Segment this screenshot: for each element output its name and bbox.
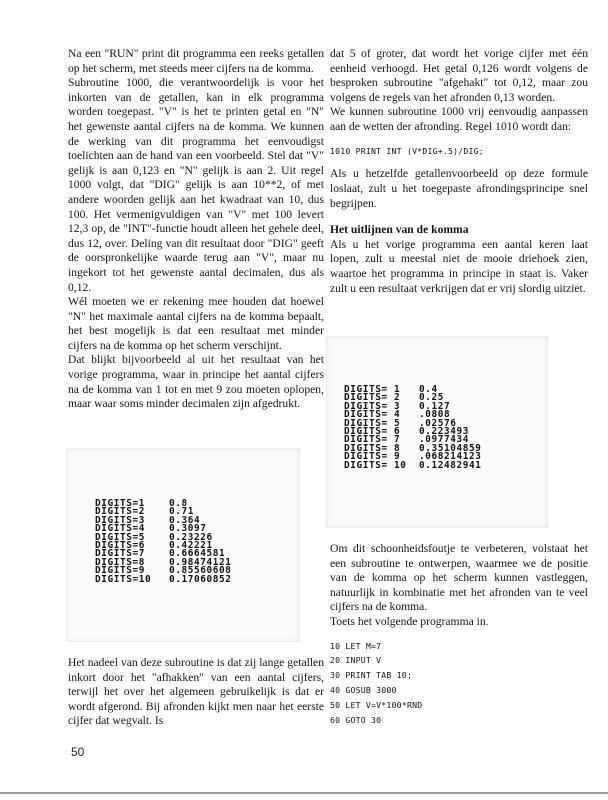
row-value: 0.6664581 — [169, 548, 226, 560]
paragraph-adapt-subroutine: We kunnen subroutine 1000 vrij eenvoudig aanpassen aan de wetten der afronding. Regel 1010 wordt dan: — [330, 105, 588, 133]
paragraph-example: Dat blijkt bijvoorbeeld al uit het resultaat van het vorige programma, waar in principe het aantal cijfers na de komma van 1 tot en met 9 zou moeten oplopen, maar waar soms minder decimalen zijn afgedrukt. — [68, 353, 324, 411]
paragraph-run-output: Na een "RUN" print dit programma een reeks getallen op het scherm, met steeds meer cijfers na de komma. — [68, 47, 324, 75]
table-row — [344, 462, 481, 470]
row-value: 0.4 — [419, 384, 438, 395]
row-value: 0.23226 — [169, 531, 213, 543]
row-label: DIGITS= 7 — [344, 434, 401, 446]
row-value: 0.127 — [419, 400, 451, 412]
row-label: DIGITS=5 — [95, 531, 145, 543]
row-label: DIGITS= 6 — [344, 426, 401, 438]
section-heading: Het uitlijnen van de komma — [330, 223, 469, 237]
row-value: 0.364 — [169, 514, 201, 526]
code-line: 40 GOSUB 3000 — [330, 684, 397, 695]
row-label: DIGITS=2 — [95, 506, 145, 518]
screenshot-rounded-output — [326, 336, 548, 528]
code-line: 50 LET V=V*100*RND — [330, 699, 423, 710]
row-value: 0.85560608 — [169, 565, 232, 577]
code-line: 20 INPUT V — [330, 655, 382, 666]
code-line: 10 LET M=7 — [330, 640, 382, 651]
paragraph-fix: Om dit schoonheidsfoutje te verbeteren, volstaat het een subroutine te ontwerpen, waarmee we de positie van de komma op het scherm kunnen vastleggen, natuurlijk in kombinatie met het afronden van te veel cijfers na de komma. — [330, 542, 588, 614]
paragraph-subroutine-1000: Subroutine 1000, die verantwoordelijk is voor het inkorten van de getallen, kan in elk programma worden toegepast. "V" is het te printen getal en "N" het gewenste aantal cijfers na de komma. We kunnen de werking van dit programma het eenvoudigst toelichten aan de hand van een voorbeeld. Stel dat "V" gelijk is aan 0,123 en "N" gelijk is aan 2. Uit regel 1000 volgt, dat "DIG" gelijk is aan 10**2, of met andere woorden gelijk aan het kwadraat van 10, dus 100. Het vermenigvuldigen van "V" met 100 levert 12,3 op, de "INT"-functie houdt alleen het gehele deel, dus 12, over. Deling van dit resultaat door "DIG" geeft de oorspronkelijke waarde terug aan "V", maar nu ingekort tot het gewenste aantal decimalen, dus als 0,12. — [68, 76, 324, 294]
digits-table — [95, 500, 231, 584]
program-listing — [330, 639, 588, 728]
left-column-bottom — [68, 656, 324, 729]
code-line: 30 PRINT TAB 10; — [330, 670, 413, 681]
paragraph-rounding: dat 5 of groter, dat wordt het vorige cijfer met één eenheid verhoogd. Het getal 0,126 wordt volgens de besproken subroutine "afgehakt" tot 0,12, maar zou volgens de regels van het afronden 0,13 worden. — [330, 47, 588, 104]
row-label: DIGITS=4 — [95, 523, 145, 535]
digits-table — [344, 386, 481, 470]
row-label: DIGITS= 2 — [344, 392, 401, 404]
left-column — [68, 47, 324, 412]
row-label: DIGITS=1 — [95, 498, 145, 509]
row-label: DIGITS=10 — [95, 573, 152, 585]
row-value: 0.98474121 — [169, 556, 232, 568]
row-label: DIGITS=6 — [95, 540, 145, 552]
row-label: DIGITS= 9 — [344, 451, 401, 463]
row-value: 0.12482941 — [419, 459, 482, 471]
paragraph-warning: Wél moeten we er rekening mee houden dat hoewel "N" het maximale aantal cijfers na de komma bepaalt, het best mogelijk is dat een resultaat met minder cijfers na de komma op het scherm verschijnt. — [68, 295, 324, 352]
row-label: DIGITS=9 — [95, 565, 145, 577]
row-label: DIGITS= 10 — [344, 459, 407, 471]
paragraph-apply-formula: Als u hetzelfde getallenvoorbeeld op deze formule loslaat, zult u het toegepaste afrondingsprincipe snel begrijpen. — [330, 167, 588, 210]
row-label: DIGITS=8 — [95, 556, 145, 568]
page-number: 50 — [71, 745, 85, 759]
row-value: .0977434 — [419, 434, 469, 446]
row-label: DIGITS= 8 — [344, 442, 401, 454]
paragraph-alignment: Als u het vorige programma een aantal keren laat lopen, zult u meestal niet de mooie driehoek zien, waartoe het programma in principe in staat is. Vaker zult u een resultaat verkrijgen dat er vrij slordig uitziet. — [330, 237, 588, 295]
row-value: 0.17060852 — [169, 573, 232, 585]
paragraph-instruction: Toets het volgende programma in. — [330, 614, 489, 628]
row-value: 0.8 — [169, 498, 188, 509]
code-line-1010: 1010 PRINT INT (V*DIG+.5)/DIG; — [330, 145, 484, 156]
row-value: 0.71 — [169, 506, 194, 518]
row-label: DIGITS= 4 — [344, 409, 401, 421]
row-value: 0.35104859 — [419, 442, 482, 454]
row-value: 0.223493 — [419, 426, 469, 438]
row-value: 0.25 — [419, 392, 444, 404]
table-row — [95, 576, 231, 584]
row-label: DIGITS= 3 — [344, 400, 401, 412]
row-label: DIGITS=7 — [95, 548, 145, 560]
row-value: .02576 — [419, 417, 457, 429]
paragraph-disadvantage: Het nadeel van deze subroutine is dat zij lange getallen inkort door het "afhakken" van een aantal cijfers, terwijl het over het algemeen gebruikelijk is dat er wordt afgerond. Bij afronden kijkt men naar het eerste cijfer dat wegvalt. Is — [68, 656, 324, 728]
row-value: .0808 — [419, 409, 451, 421]
row-label: DIGITS=3 — [95, 514, 145, 526]
code-line: 60 GOTO 30 — [330, 714, 382, 725]
row-value: 0.3097 — [169, 523, 207, 535]
screenshot-truncated-output — [66, 448, 300, 642]
right-column-bottom — [330, 542, 588, 727]
right-column — [330, 47, 588, 296]
row-label: DIGITS= 1 — [344, 384, 401, 395]
row-label: DIGITS= 5 — [344, 417, 401, 429]
page-edge-divider — [0, 792, 608, 794]
row-value: .068214123 — [419, 451, 482, 463]
row-value: 0.42221 — [169, 540, 213, 552]
